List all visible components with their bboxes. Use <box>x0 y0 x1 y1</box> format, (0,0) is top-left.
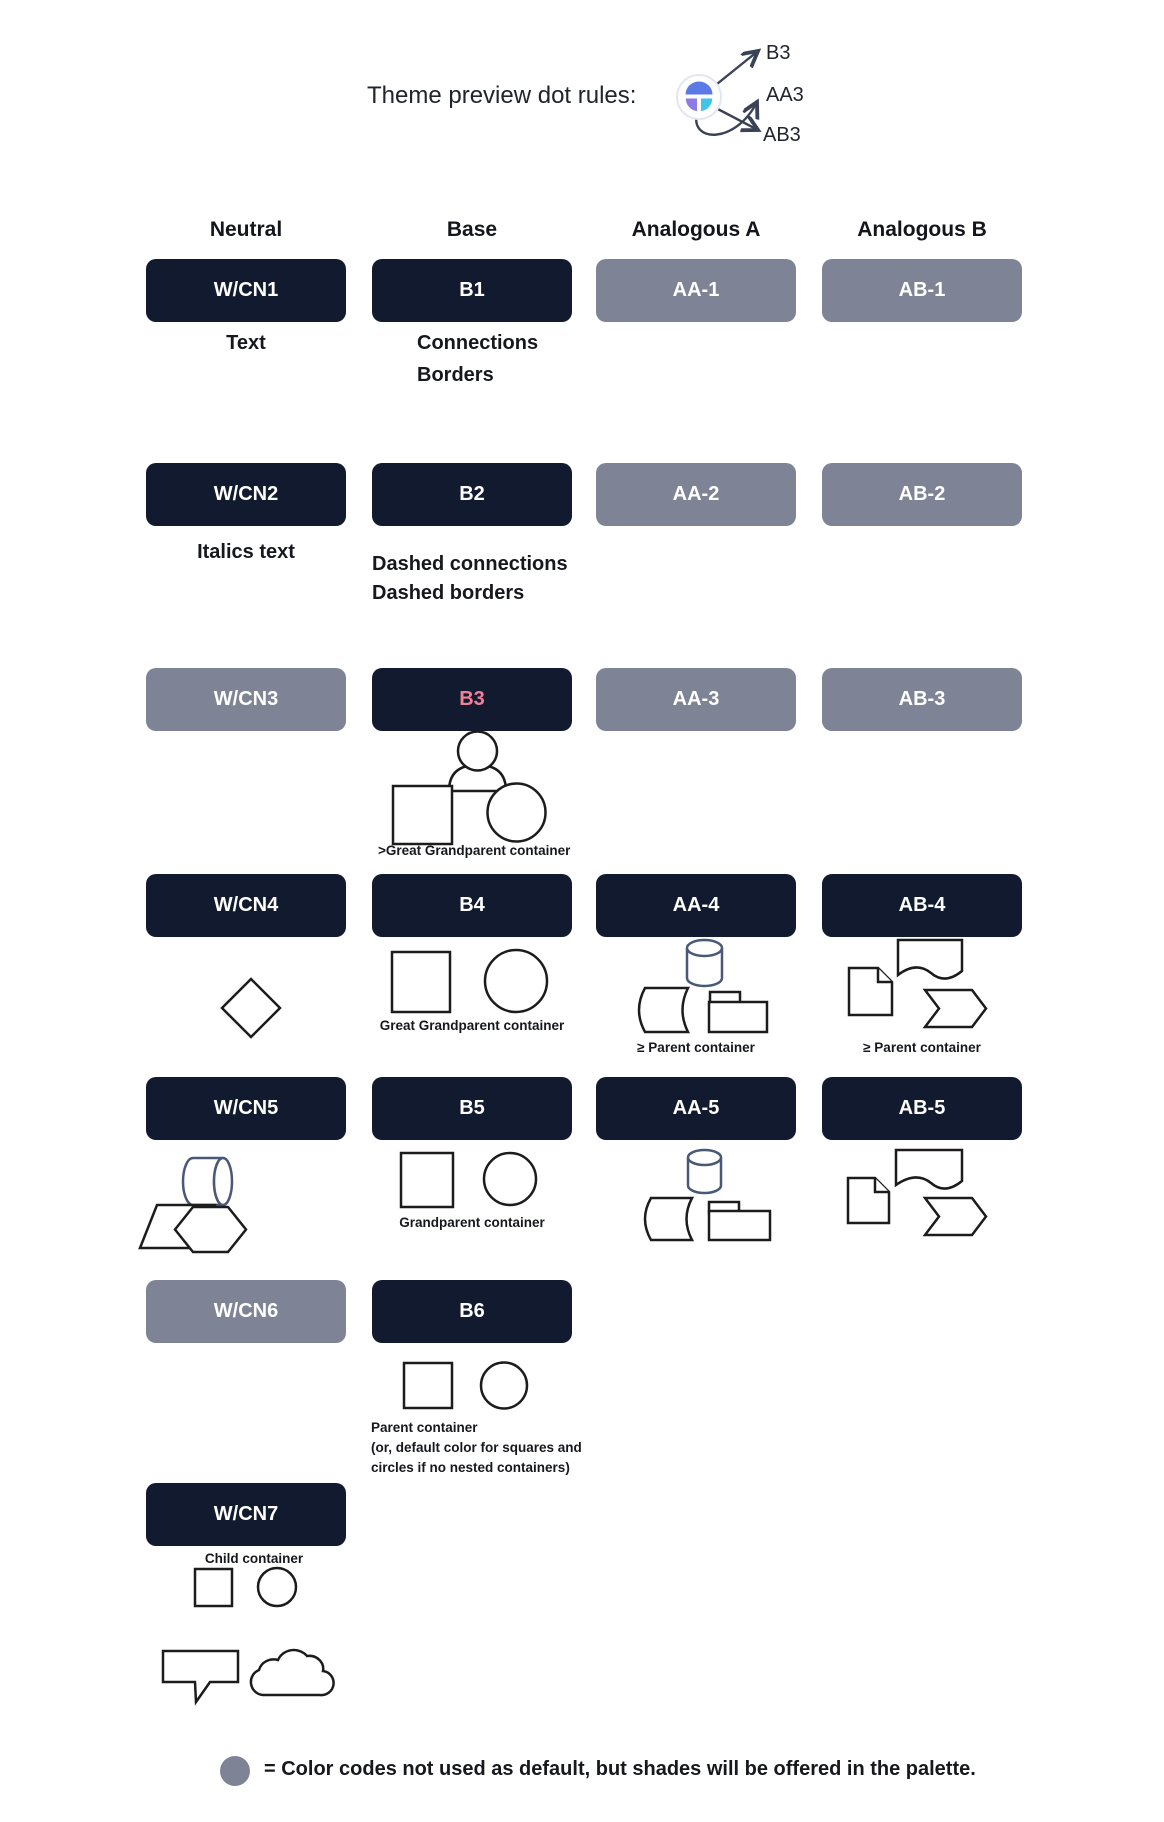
swatch-aa1: AA-1 <box>596 259 796 322</box>
square-circle-icon <box>398 1150 543 1210</box>
swatch-aa5: AA-5 <box>596 1077 796 1140</box>
square-circle-icon <box>390 948 552 1016</box>
note-dashed-connections: Dashed connections <box>372 553 568 575</box>
dot-rule-label-b3: B3 <box>766 42 791 64</box>
swatch-wcn6: W/CN6 <box>146 1280 346 1343</box>
document-tape-chevron-icon <box>845 937 990 1032</box>
caption-parent-line3: circles if no nested containers) <box>371 1460 570 1475</box>
caption-great-grandparent: Great Grandparent container <box>379 1018 565 1033</box>
caption-grandparent: Grandparent container <box>399 1215 545 1230</box>
caption-parent-line2: (or, default color for squares and <box>371 1440 582 1455</box>
swatch-ab5: AB-5 <box>822 1077 1022 1140</box>
column-header-neutral: Neutral <box>209 218 283 241</box>
swatch-wcn5: W/CN5 <box>146 1077 346 1140</box>
note-text: Text <box>226 332 266 354</box>
theme-preview-dot-icon <box>650 30 780 152</box>
column-header-analogous-a: Analogous A <box>631 218 761 241</box>
caption-parent-ab4: ≥ Parent container <box>863 1040 981 1055</box>
swatch-ab4: AB-4 <box>822 874 1022 937</box>
swatch-ab3: AB-3 <box>822 668 1022 731</box>
document-tape-chevron-icon <box>845 1145 990 1240</box>
caption-parent-aa4: ≥ Parent container <box>637 1040 755 1055</box>
note-dashed-borders: Dashed borders <box>372 582 525 604</box>
column-header-analogous-b: Analogous B <box>857 218 987 241</box>
square-circle-icon <box>400 1360 532 1412</box>
swatch-aa3: AA-3 <box>596 668 796 731</box>
dot-rule-label-aa3: AA3 <box>766 84 804 106</box>
person-square-circle-icon <box>385 725 555 850</box>
square-circle-icon <box>192 1565 300 1609</box>
swatch-b6: B6 <box>372 1280 572 1343</box>
cylinder-storeddata-folder-icon <box>630 937 775 1037</box>
swatch-aa4: AA-4 <box>596 874 796 937</box>
swatch-b3: B3 <box>372 668 572 731</box>
swatch-wcn7: W/CN7 <box>146 1483 346 1546</box>
swatch-wcn4: W/CN4 <box>146 874 346 937</box>
diamond-icon <box>220 977 284 1041</box>
speech-bubble-cloud-icon <box>160 1638 338 1708</box>
swatch-aa2: AA-2 <box>596 463 796 526</box>
cylinder-parallelogram-hexagon-icon <box>135 1152 253 1257</box>
swatch-wcn3: W/CN3 <box>146 668 346 731</box>
note-connections: Connections <box>417 332 539 354</box>
swatch-b4: B4 <box>372 874 572 937</box>
column-header-base: Base <box>446 218 498 241</box>
swatch-ab2: AB-2 <box>822 463 1022 526</box>
page-title: Theme preview dot rules: <box>367 82 637 109</box>
note-borders: Borders <box>417 364 494 386</box>
cylinder-storeddata-folder-icon <box>635 1147 775 1243</box>
swatch-b2: B2 <box>372 463 572 526</box>
legend-dot-icon <box>220 1756 250 1786</box>
note-italics-text: Italics text <box>197 541 295 563</box>
swatch-wcn2: W/CN2 <box>146 463 346 526</box>
legend-text: = Color codes not used as default, but shades will be offered in the palette. <box>264 1758 976 1780</box>
swatch-b1: B1 <box>372 259 572 322</box>
swatch-wcn1: W/CN1 <box>146 259 346 322</box>
caption-parent-line1: Parent container <box>371 1420 478 1435</box>
caption-great-grandparent-gt: >Great Grandparent container <box>378 843 571 858</box>
swatch-ab1: AB-1 <box>822 259 1022 322</box>
swatch-b5: B5 <box>372 1077 572 1140</box>
dot-rule-label-ab3: AB3 <box>763 124 801 146</box>
caption-child: Child container <box>204 1551 304 1566</box>
